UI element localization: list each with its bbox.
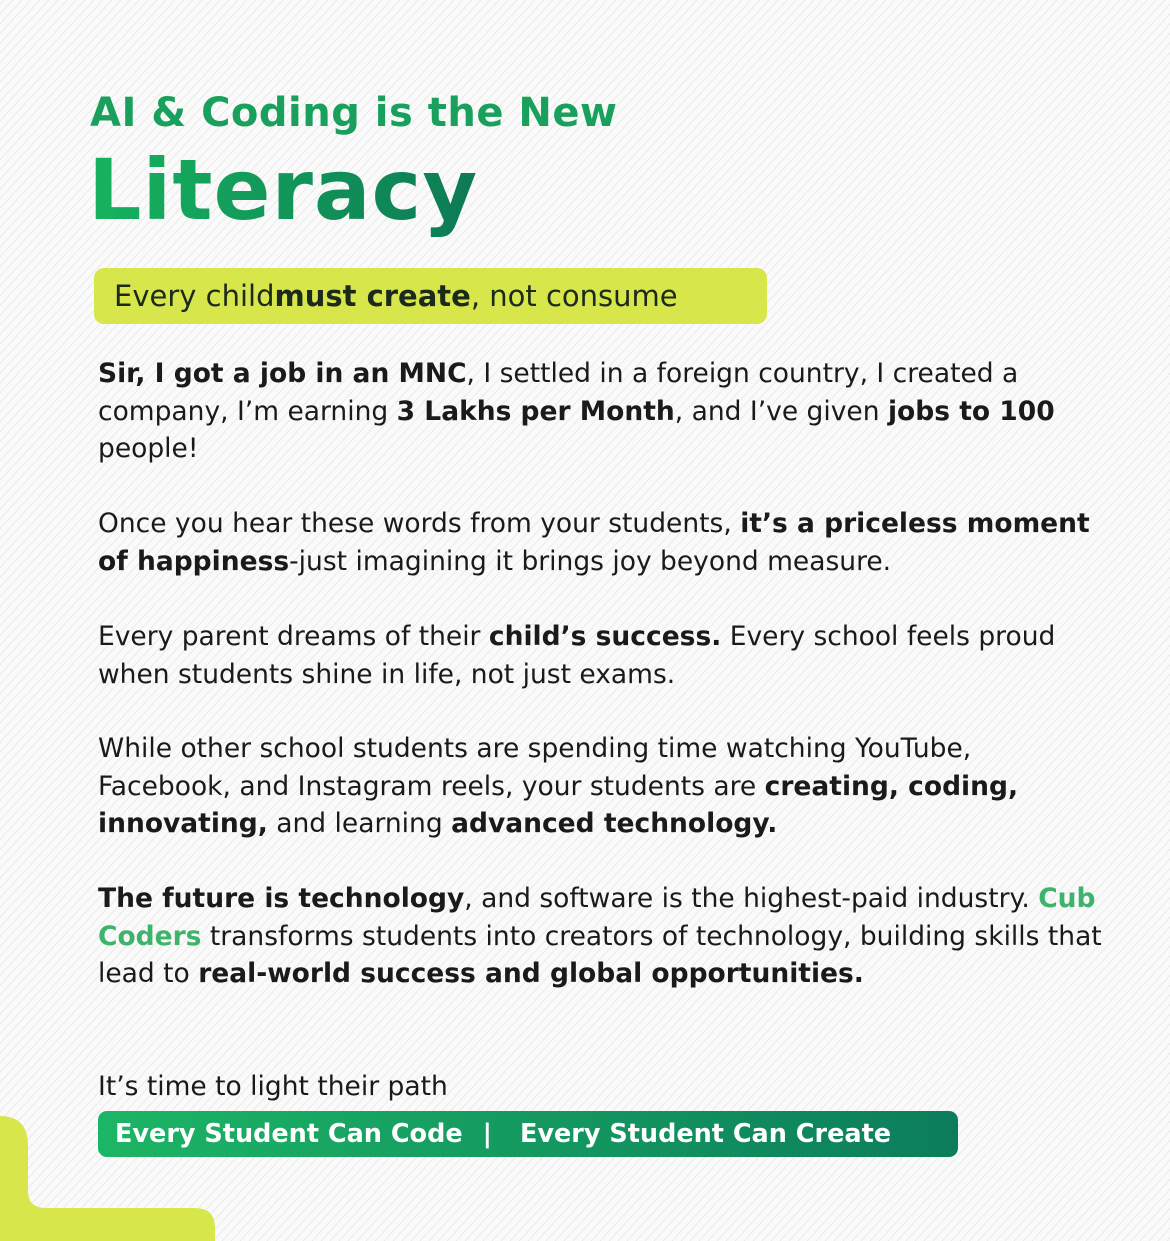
p5-bold-future: The future is technology [98,883,465,914]
p1-text-a: , I settled in a foreign country, I created a company, I’m earning [98,358,1019,427]
paragraph-testimonial [98,355,1108,468]
headline-line-2: Literacy [88,141,479,239]
p1-bold-job: Sir, I got a job in an MNC [98,358,467,389]
p1-bold-jobs: jobs to 100 [887,395,1055,427]
banner-separator: | [482,1119,492,1149]
p1-bold-earning: 3 Lakhs per Month [396,395,675,427]
p1-text-b: , and I’ve given [674,395,888,427]
tagline-post: , not consume [470,279,678,313]
tagline-highlight [94,268,767,324]
p4-text-b: and learning [267,808,452,839]
p4-text-a: While other school students are spending time watching YouTube, Facebook, and Instagram reels, your students are [98,733,972,802]
headline-line-1: AI & Coding is the New [90,90,618,136]
closing-line: It’s time to light their path [98,1071,448,1102]
paragraph-happiness [98,505,1108,580]
p2-bold: it’s a priceless moment of happiness [98,508,1090,577]
p3-text-a: Every parent dreams of their [98,621,489,652]
banner-left-text: Every Student Can Code [115,1119,463,1149]
paragraph-future [98,880,1108,993]
p5-bold-success: real-world success and global opportunities. [198,958,864,989]
p1-text-c: people! [98,433,199,464]
p5-text-a: , and software is the highest-paid industry. [464,883,1039,914]
tagline-bold: must create [274,279,471,313]
tagline-pre: Every child [114,279,275,313]
p2-text-a: Once you hear these words from your students, [98,508,741,539]
paragraph-students [98,730,1108,843]
p3-bold: child’s success. [488,621,722,652]
p4-bold-tech: advanced technology. [451,808,778,839]
paragraph-parents [98,618,1108,693]
p2-text-b: -just imagining it brings joy beyond measure. [289,545,892,577]
p4-bold-creating: creating, coding, innovating, [98,770,1019,839]
p5-text-b: transforms students into creators of technology, building skills that lead to [98,920,1102,989]
p3-text-b: Every school feels proud when students shine in life, not just exams. [98,621,1056,690]
slogan-banner [98,1111,958,1157]
banner-right-text: Every Student Can Create [519,1119,892,1149]
brand-name: Cub Coders [98,883,1096,952]
